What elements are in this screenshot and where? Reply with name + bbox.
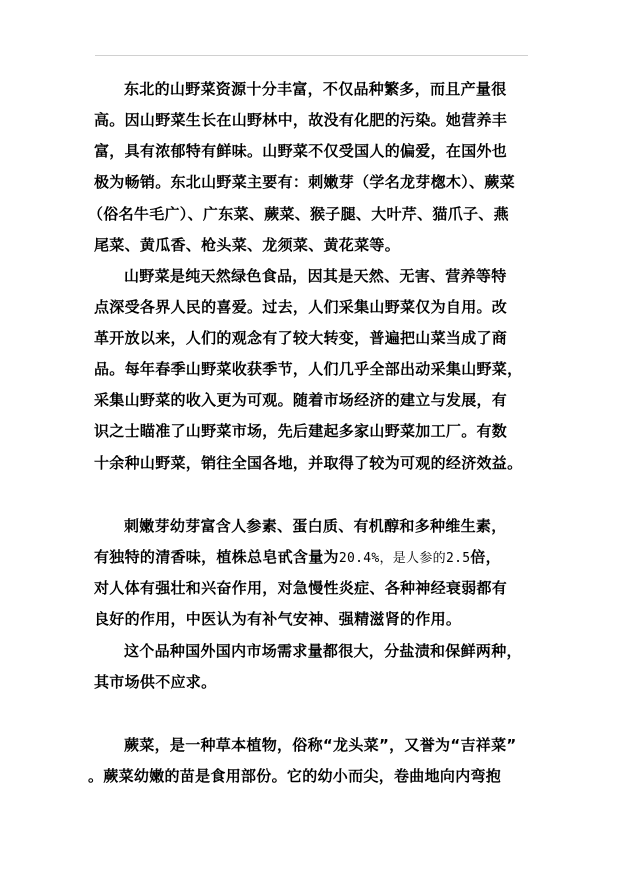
paragraph-1-line-2: 高。因山野菜生长在山野林中，故没有化肥的污染。她营养丰 [94,111,508,129]
paragraph-3-line-4: 良好的作用，中医认为有补气安神、强精滋肾的作用。 [94,610,462,628]
paragraph-3-line-1: 刺嫩芽幼芽富含人参素、蛋白质、有机醇和多种维生素， [124,517,507,535]
paragraph-3-line-3: 对人体有强壮和兴奋作用，对急慢性炎症、各种神经衰弱都有 [94,579,508,597]
paragraph-1-line-6: 尾菜、黄瓜香、枪头菜、龙须菜、黄花菜等。 [94,236,401,254]
saponin-percent: 20.4%，是人参的 [338,551,446,566]
paragraph-2-line-2: 点深受各界人民的喜爱。过去，人们采集山野菜仅为自用。改 [94,298,508,316]
paragraph-1-line-5: （俗名牛毛广）、广东菜、蕨菜、猴子腿、大叶芹、猫爪子、燕 [88,205,509,223]
paragraph-2-line-1: 山野菜是纯天然绿色食品，因其是天然、无害、营养等特 [124,267,507,285]
paragraph-3-line-2 [94,547,534,569]
paragraph-1-line-1: 东北的山野菜资源十分丰富，不仅品种繁多，而且产量很 [124,80,507,98]
ginseng-multiplier: 2.5 [445,551,471,566]
paragraph-2-line-4: 品。每年春季山野菜收获季节，人们几乎全部出动采集山野菜， [94,360,523,378]
paragraph-4-line-1: 这个品种国外国内市场需求量都很大，分盐渍和保鲜两种， [124,642,522,660]
paragraph-2-line-3: 革开放以来，人们的观念有了较大转变，普遍把山菜当成了商 [94,329,508,347]
paragraph-4-line-2: 其市场供不应求。 [94,673,217,691]
paragraph-5-line-2: 。蕨菜幼嫩的苗是食用部份。它的幼小而尖，卷曲地向内弯抱 [88,767,502,785]
paragraph-2-line-7: 十余种山野菜，销往全国各地，并取得了较为可观的经济效益。 [94,454,523,472]
paragraph-3-line-2-text-a: 有独特的清香味，植株总皂甙含量为 [94,548,339,566]
paragraph-5-line-1: 蕨菜，是一种草本植物，俗称“龙头菜”，又誉为“吉祥菜” [124,736,517,754]
paragraph-2-line-6: 识之士瞄准了山野菜市场，先后建起多家山野菜加工厂。有数 [94,422,508,440]
paragraph-3-line-2-text-b: 倍， [470,548,501,566]
paragraph-1-line-3: 富，具有浓郁特有鲜味。山野菜不仅受国人的偏爱，在国外也 [94,142,508,160]
header-rule [95,55,528,56]
paragraph-1-line-4: 极为畅销。东北山野菜主要有：刺嫩芽（学名龙芽楤木）、蕨菜 [94,173,515,191]
paragraph-2-line-5: 采集山野菜的收入更为可观。随着市场经济的建立与发展，有 [94,391,508,409]
